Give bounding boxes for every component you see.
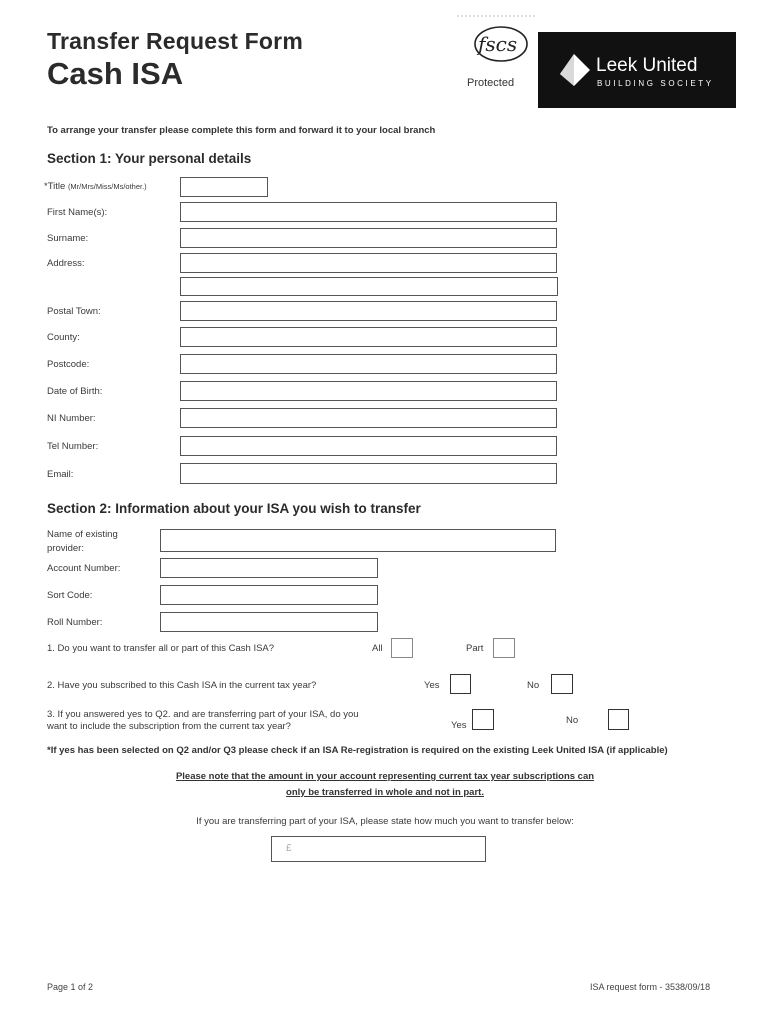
county-label: County:: [47, 332, 80, 343]
surname-input[interactable]: [180, 228, 557, 248]
q1-all-label: All: [372, 643, 383, 654]
q3-no-label: No: [566, 715, 579, 726]
ni-number-label: NI Number:: [47, 413, 96, 424]
section2-heading: Section 2: Information about your ISA you wish to transfer: [47, 501, 421, 516]
tel-number-label: Tel Number:: [47, 441, 99, 452]
diamond-icon: [558, 52, 594, 88]
sort-code-label: Sort Code:: [47, 590, 93, 601]
q1-part-label: Part: [466, 643, 484, 654]
currency-symbol: £: [286, 843, 292, 854]
provider-label-line2: provider:: [47, 543, 84, 554]
q3-text-line1: 3. If you answered yes to Q2. and are transferring part of your ISA, do you: [47, 709, 359, 720]
form-reference: ISA request form - 3538/09/18: [590, 982, 711, 992]
first-name-input[interactable]: [180, 202, 557, 222]
address-input-line2[interactable]: [180, 277, 558, 296]
q3-text-line2: want to include the subscription from the current tax year?: [47, 721, 291, 732]
q1-part-checkbox[interactable]: [493, 638, 515, 658]
q2-yes-label: Yes: [424, 680, 440, 691]
postal-town-label: Postal Town:: [47, 306, 101, 317]
re-registration-note: *If yes has been selected on Q2 and/or Q3 please check if an ISA Re-registration is required on the existing Leek United ISA (if applicable): [47, 745, 668, 756]
first-name-label: First Name(s):: [47, 207, 108, 218]
q1-all-checkbox[interactable]: [391, 638, 413, 658]
q2-no-checkbox[interactable]: [551, 674, 573, 694]
dob-input[interactable]: [180, 381, 557, 401]
subscription-note-line1: Please note that the amount in your account representing current tax year subscriptions can: [175, 771, 595, 782]
subscription-note-line2: only be transferred in whole and not in part.: [286, 787, 484, 798]
q2-yes-checkbox[interactable]: [450, 674, 471, 694]
q3-yes-label: Yes: [451, 720, 467, 731]
roll-number-input[interactable]: [160, 612, 378, 632]
fscs-logo-text: fscs: [478, 32, 518, 56]
amount-prompt: If you are transferring part of your ISA, please state how much you want to transfer below:: [196, 816, 574, 827]
postal-town-input[interactable]: [180, 301, 557, 321]
address-input-line1[interactable]: [180, 253, 557, 273]
form-title: Transfer Request Form: [47, 28, 303, 54]
tel-number-input[interactable]: [180, 436, 557, 456]
title-label: [44, 181, 147, 192]
roll-number-label: Roll Number:: [47, 617, 103, 628]
brand-subtitle: BUILDING SOCIETY: [597, 79, 714, 88]
q3-no-checkbox[interactable]: [608, 709, 629, 730]
section1-heading: Section 1: Your personal details: [47, 151, 252, 166]
provider-label-line1: Name of existing: [47, 529, 118, 540]
title-input[interactable]: [180, 177, 268, 197]
provider-input[interactable]: [160, 529, 556, 552]
surname-label: Surname:: [47, 233, 89, 244]
title-label-text: *Title: [44, 181, 66, 192]
dob-label: Date of Birth:: [47, 386, 103, 397]
title-hint: (Mr/Mrs/Miss/Ms/other.): [67, 182, 147, 191]
brand-name: Leek United: [596, 55, 698, 76]
sort-code-input[interactable]: [160, 585, 378, 605]
form-subtitle: Cash ISA: [47, 56, 184, 91]
q3-text: [47, 709, 359, 733]
account-number-input[interactable]: [160, 558, 378, 578]
q2-no-label: No: [527, 680, 540, 691]
q3-yes-checkbox[interactable]: [472, 709, 494, 730]
provider-label: [47, 528, 118, 556]
postcode-input[interactable]: [180, 354, 557, 374]
email-label: Email:: [47, 469, 74, 480]
address-label: Address:: [47, 258, 85, 269]
q2-text: 2. Have you subscribed to this Cash ISA in the current tax year?: [47, 680, 317, 691]
fscs-protected-label: Protected: [467, 77, 515, 89]
postcode-label: Postcode:: [47, 359, 90, 370]
page-number: Page 1 of 2: [47, 982, 94, 992]
ni-number-input[interactable]: [180, 408, 557, 428]
q1-text: 1. Do you want to transfer all or part of this Cash ISA?: [47, 643, 275, 654]
transfer-amount-input[interactable]: [271, 836, 486, 862]
email-input[interactable]: [180, 463, 557, 484]
intro-text: To arrange your transfer please complete this form and forward it to your local branch: [47, 125, 436, 136]
county-input[interactable]: [180, 327, 557, 347]
account-number-label: Account Number:: [47, 563, 121, 574]
